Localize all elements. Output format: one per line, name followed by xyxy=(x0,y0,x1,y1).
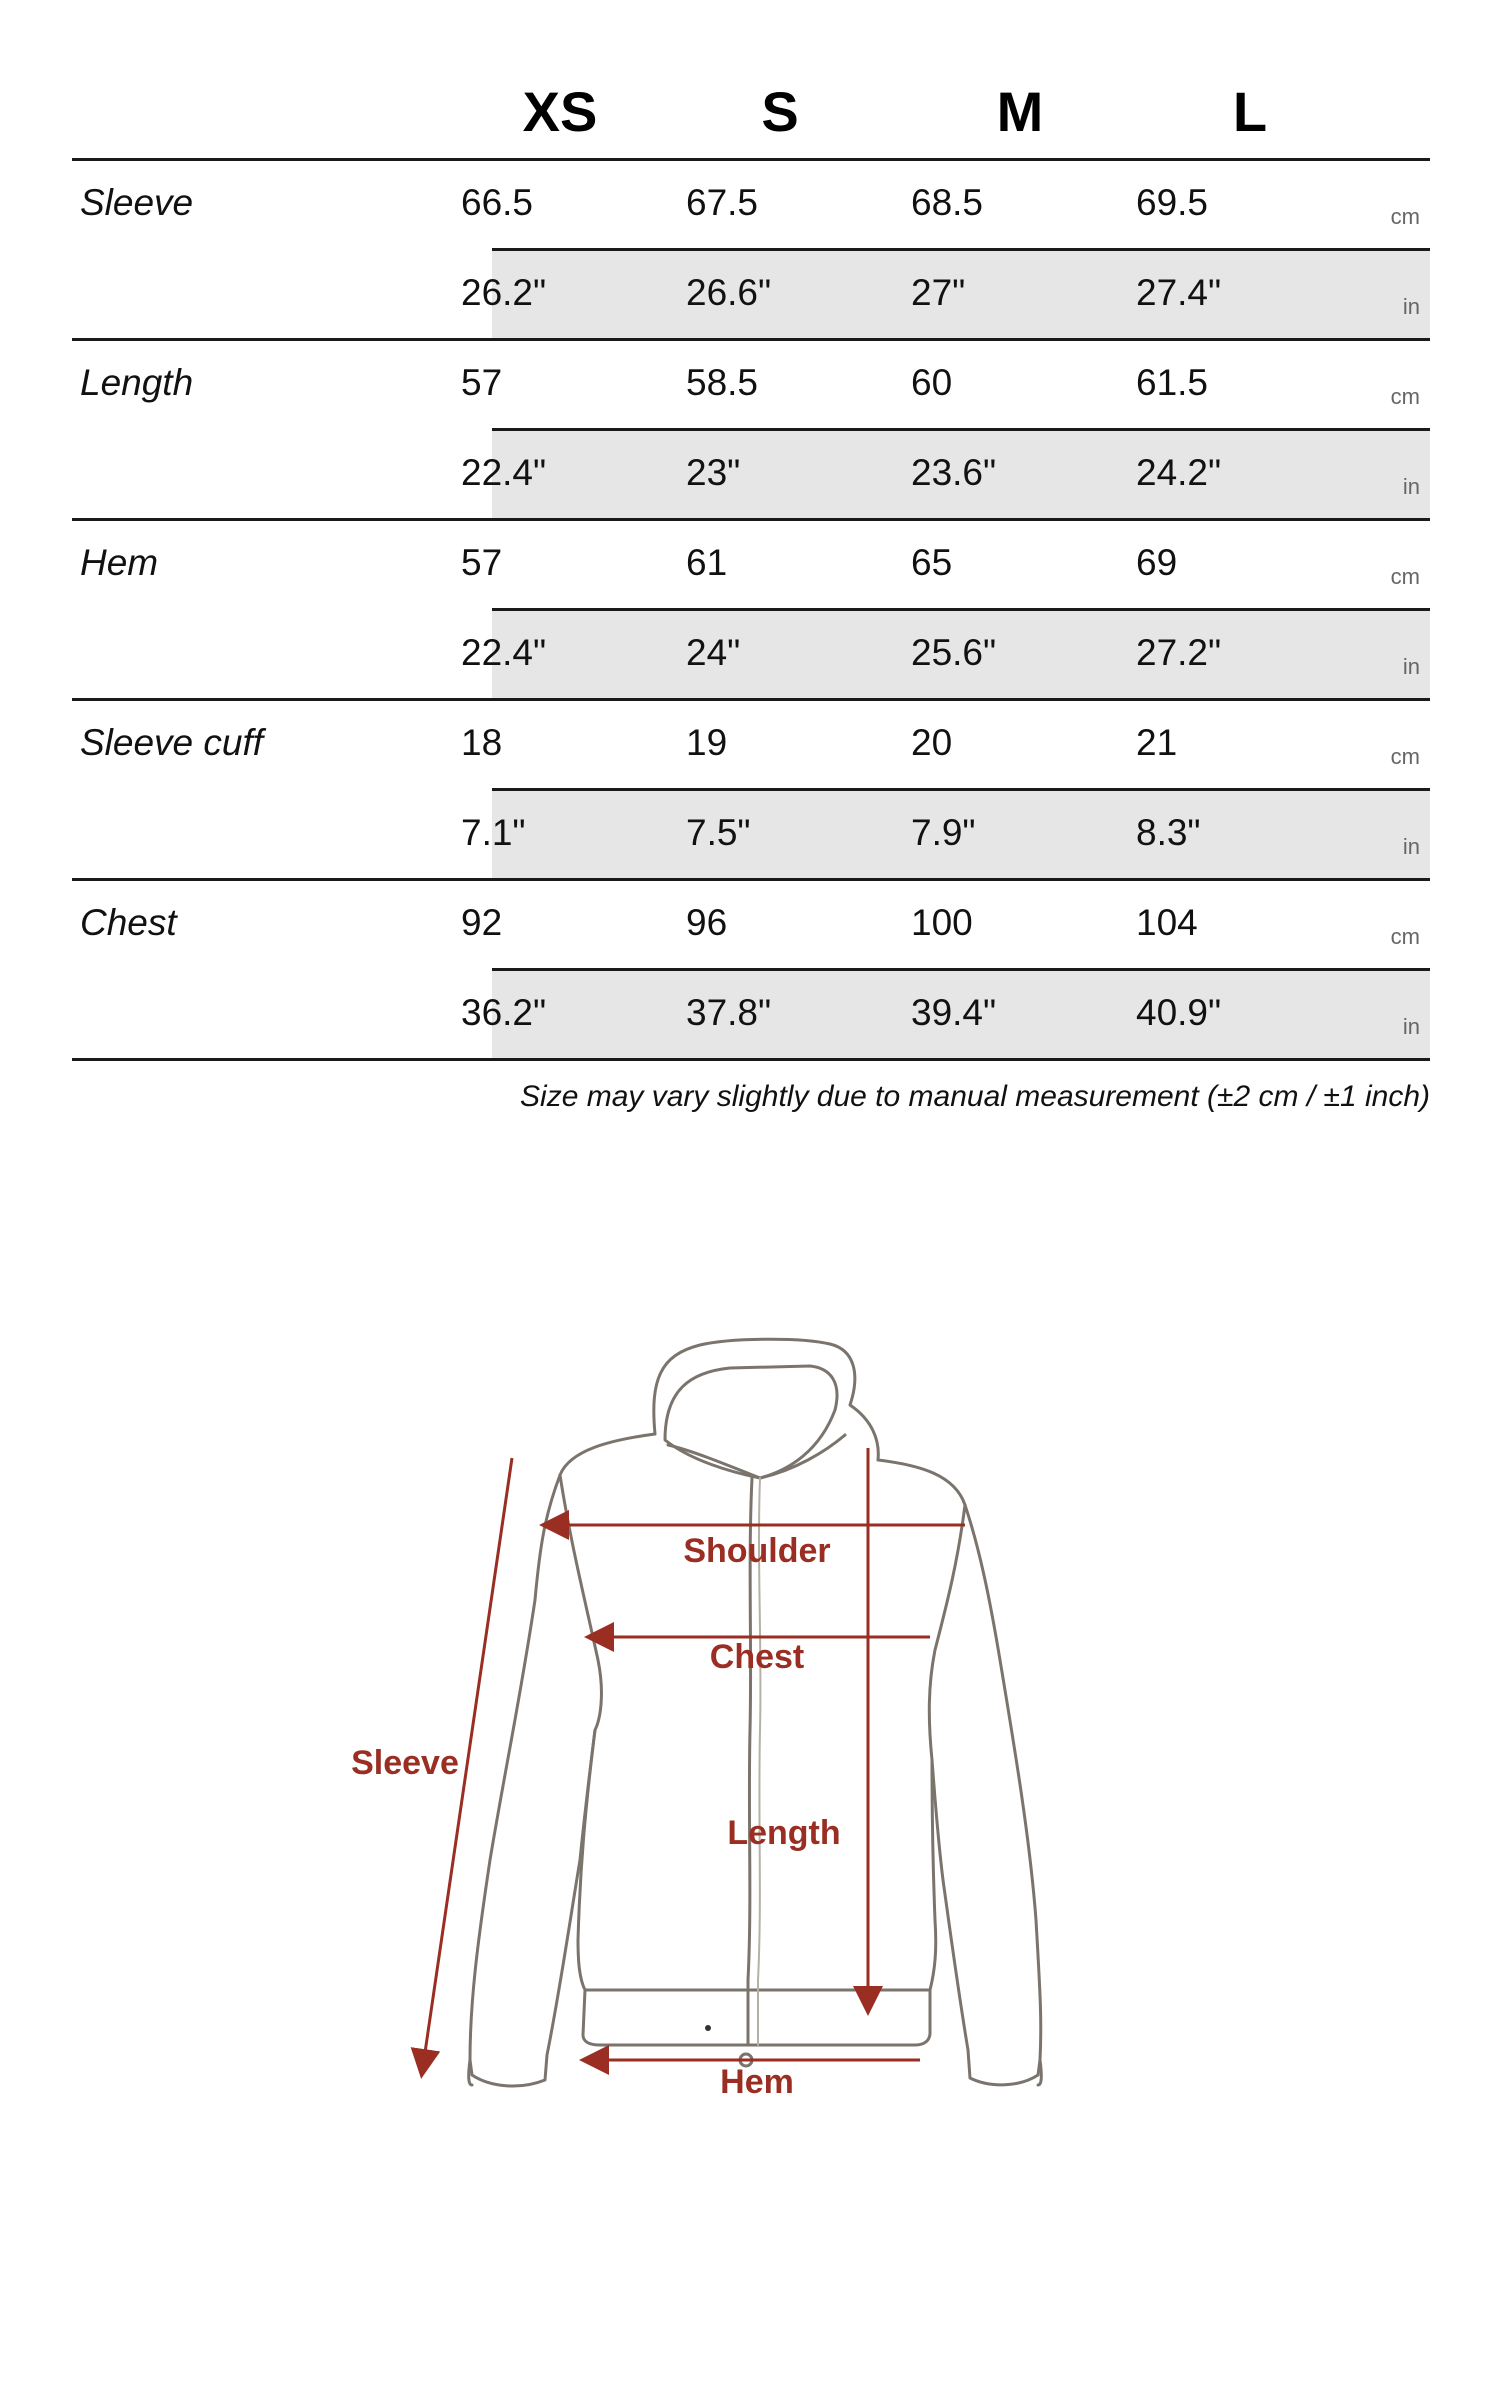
in-value-sleeve-s: 26.6" xyxy=(686,272,772,313)
cm-value-sleeve-cuff-xs: 18 xyxy=(461,722,503,763)
in-value-length-s: 23" xyxy=(686,452,741,493)
group-divider xyxy=(72,1058,1430,1061)
cm-value-length-s: 58.5 xyxy=(686,362,759,403)
cm-value-sleeve-cuff-m: 20 xyxy=(911,722,953,763)
unit-cm: cm xyxy=(1390,744,1420,769)
cm-value-sleeve-cuff-l: 21 xyxy=(1136,722,1178,763)
cm-value-chest-xs: 92 xyxy=(461,902,503,943)
in-value-chest-xs: 36.2" xyxy=(461,992,547,1033)
shoulder-label: Shoulder xyxy=(683,1532,831,1570)
length-label: Length xyxy=(727,1814,841,1852)
size-l-heading: L xyxy=(1232,80,1268,143)
cm-value-length-m: 60 xyxy=(911,362,953,403)
row-divider xyxy=(492,428,1430,431)
cm-value-hem-m: 65 xyxy=(911,542,953,583)
measurement-note: Size may vary slightly due to manual measurement (±2 cm / ±1 inch) xyxy=(520,1080,1430,1113)
in-value-sleeve-m: 27" xyxy=(911,272,966,313)
size-xs-heading: XS xyxy=(522,80,598,143)
row-label-length: Length xyxy=(80,362,194,403)
size-m-heading: M xyxy=(996,80,1044,143)
unit-cm: cm xyxy=(1390,924,1420,949)
in-value-length-l: 24.2" xyxy=(1136,452,1222,493)
unit-cm: cm xyxy=(1390,204,1420,229)
cm-value-chest-m: 100 xyxy=(911,902,973,943)
cm-value-chest-s: 96 xyxy=(686,902,728,943)
hoodie-diagram-svg xyxy=(0,1300,1500,2200)
row-label-hem: Hem xyxy=(80,542,159,583)
table-top-rule xyxy=(72,158,1430,161)
size-s-heading: S xyxy=(761,80,799,143)
in-value-sleeve-xs: 26.2" xyxy=(461,272,547,313)
cm-value-length-l: 61.5 xyxy=(1136,362,1209,403)
sleeve-label: Sleeve xyxy=(351,1744,459,1782)
group-divider xyxy=(72,338,1430,341)
unit-cm: cm xyxy=(1390,384,1420,409)
in-value-hem-l: 27.2" xyxy=(1136,632,1222,673)
unit-in: in xyxy=(1402,294,1420,319)
unit-in: in xyxy=(1402,1014,1420,1039)
cm-value-length-xs: 57 xyxy=(461,362,503,403)
measurement-diagram xyxy=(0,1300,1500,2200)
cm-value-chest-l: 104 xyxy=(1136,902,1198,943)
row-divider xyxy=(492,968,1430,971)
cm-value-sleeve-s: 67.5 xyxy=(686,182,759,223)
hoodie-outline xyxy=(469,1339,1042,2086)
in-value-sleeve-cuff-xs: 7.1" xyxy=(461,812,526,853)
in-value-length-m: 23.6" xyxy=(911,452,997,493)
in-value-chest-l: 40.9" xyxy=(1136,992,1222,1033)
in-value-chest-s: 37.8" xyxy=(686,992,772,1033)
unit-cm: cm xyxy=(1390,564,1420,589)
cm-value-hem-s: 61 xyxy=(686,542,728,583)
group-divider xyxy=(72,878,1430,881)
unit-in: in xyxy=(1402,474,1420,499)
cm-value-hem-l: 69 xyxy=(1136,542,1178,583)
cm-value-sleeve-l: 69.5 xyxy=(1136,182,1209,223)
group-divider xyxy=(72,698,1430,701)
row-label-sleeve-cuff: Sleeve cuff xyxy=(80,722,264,763)
row-label-sleeve: Sleeve xyxy=(80,182,194,223)
in-value-sleeve-l: 27.4" xyxy=(1136,272,1222,313)
chest-label: Chest xyxy=(709,1638,805,1676)
unit-in: in xyxy=(1402,834,1420,859)
hem-label: Hem xyxy=(720,2063,794,2101)
size-header xyxy=(0,72,1500,152)
cm-value-sleeve-xs: 66.5 xyxy=(461,182,534,223)
row-divider xyxy=(492,608,1430,611)
group-divider xyxy=(72,518,1430,521)
cm-value-sleeve-m: 68.5 xyxy=(911,182,984,223)
in-value-hem-xs: 22.4" xyxy=(461,632,547,673)
in-value-chest-m: 39.4" xyxy=(911,992,997,1033)
in-value-length-xs: 22.4" xyxy=(461,452,547,493)
in-value-sleeve-cuff-m: 7.9" xyxy=(911,812,976,853)
in-value-hem-m: 25.6" xyxy=(911,632,997,673)
row-divider xyxy=(492,248,1430,251)
in-value-sleeve-cuff-l: 8.3" xyxy=(1136,812,1201,853)
row-divider xyxy=(492,788,1430,791)
cm-value-sleeve-cuff-s: 19 xyxy=(686,722,728,763)
cm-value-hem-xs: 57 xyxy=(461,542,503,583)
in-value-hem-s: 24" xyxy=(686,632,741,673)
row-label-chest: Chest xyxy=(80,902,177,943)
zipper-dot xyxy=(705,2025,711,2031)
unit-in: in xyxy=(1402,654,1420,679)
in-value-sleeve-cuff-s: 7.5" xyxy=(686,812,751,853)
